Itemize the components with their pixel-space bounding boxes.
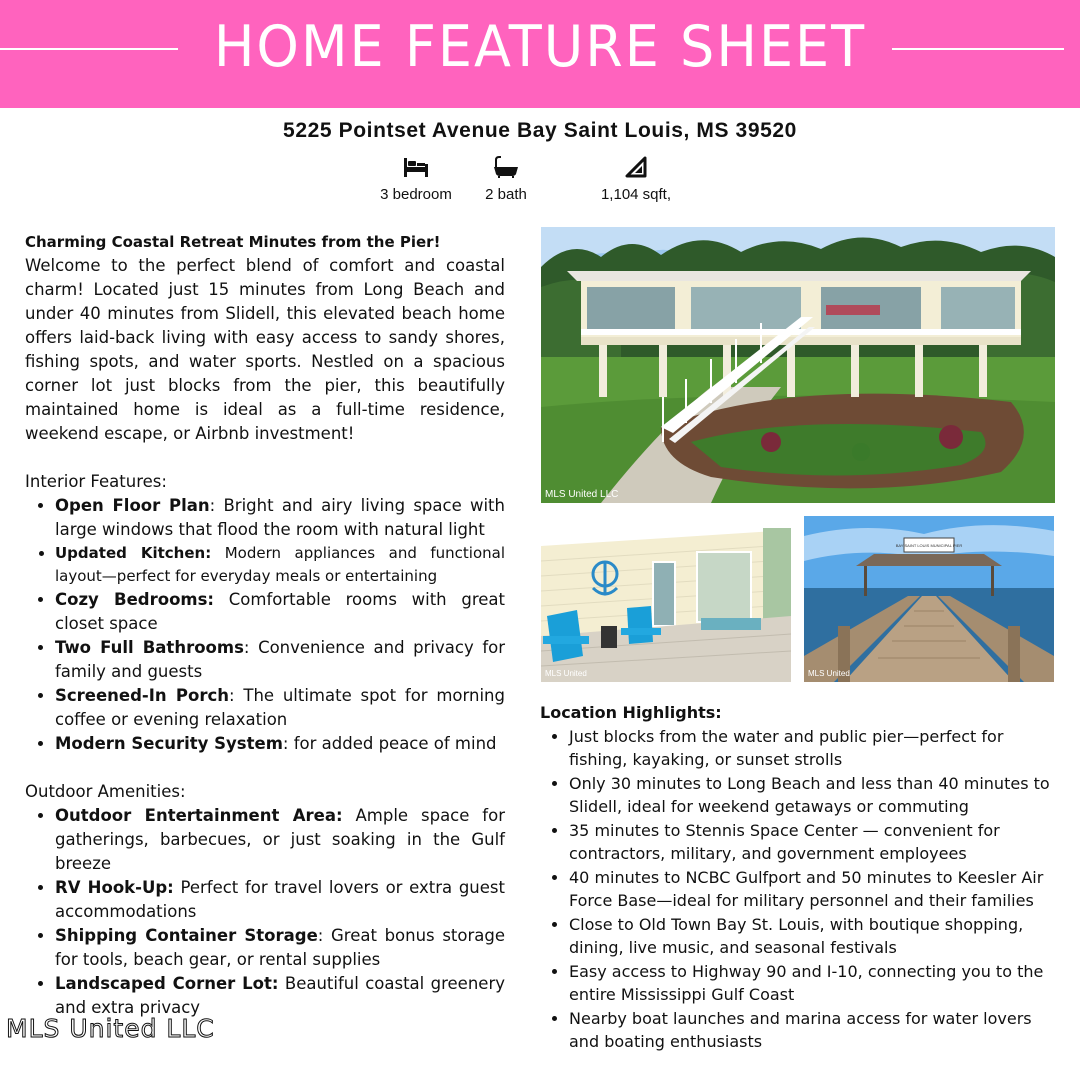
- spec-bedrooms: [370, 156, 462, 203]
- spec-baths: [470, 156, 542, 203]
- ruler-triangle-icon: [624, 156, 648, 178]
- bathtub-icon: [493, 156, 519, 178]
- mls-watermark: MLS United LLC: [6, 1014, 215, 1043]
- outdoor-title: Outdoor Amenities:: [25, 782, 186, 801]
- description-column: [25, 230, 505, 1020]
- pier-photo: [804, 516, 1054, 682]
- property-address: 5225 Pointset Avenue Bay Saint Louis, MS 39520: [283, 119, 797, 142]
- list-item: • Outdoor Entertainment Area: Ample space for gatherings, barbecues, or just soaking in the Gulf breeze: [55, 804, 505, 876]
- list-item: • Modern Security System: for added peace of mind: [55, 732, 505, 756]
- list-item: • Landscaped Corner Lot: Beautiful coastal greenery and extra privacy: [55, 972, 505, 1020]
- intro-title: Charming Coastal Retreat Minutes from the Pier!: [25, 233, 441, 251]
- bed-icon: [403, 156, 429, 178]
- pier-sign-text: BAY SAINT LOUIS MUNICIPAL PIER: [895, 543, 963, 548]
- list-item: • Easy access to Highway 90 and I-10, connecting you to the entire Mississippi Gulf Coast: [569, 960, 1055, 1007]
- porch-photo: [541, 516, 791, 682]
- porch-photo-credit: MLS United: [545, 669, 587, 678]
- location-list: [540, 725, 1055, 1054]
- location-title: Location Highlights:: [540, 703, 722, 722]
- list-item: • 40 minutes to NCBC Gulfport and 50 minutes to Keesler Air Force Base—ideal for military personnel and their families: [569, 866, 1055, 913]
- pier-photo-credit: MLS United: [808, 669, 850, 678]
- baths-value: 2 bath: [485, 186, 527, 203]
- header-banner: [0, 0, 1080, 108]
- interior-title: Interior Features:: [25, 472, 167, 491]
- main-photo-credit: MLS United LLC: [545, 489, 619, 500]
- list-item: • Only 30 minutes to Long Beach and less than 40 minutes to Slidell, ideal for weekend getaways or commuting: [569, 772, 1055, 819]
- list-item: • Screened-In Porch: The ultimate spot for morning coffee or evening relaxation: [55, 684, 505, 732]
- outdoor-list: [25, 804, 505, 1020]
- list-item: • Just blocks from the water and public pier—perfect for fishing, kayaking, or sunset strolls: [569, 725, 1055, 772]
- sqft-value: 1,104 sqft,: [600, 186, 672, 203]
- list-item: • Open Floor Plan: Bright and airy living space with large windows that flood the room with natural light: [55, 494, 505, 542]
- list-item: • Close to Old Town Bay St. Louis, with boutique shopping, dining, live music, and seasonal festivals: [569, 913, 1055, 960]
- location-highlights: [540, 701, 1055, 1054]
- list-item: • Nearby boat launches and marina access for water lovers and boating enthusiasts: [569, 1007, 1055, 1054]
- list-item: • Shipping Container Storage: Great bonus storage for tools, beach gear, or rental supplies: [55, 924, 505, 972]
- house-photo: [541, 227, 1055, 503]
- page-title: HOME FEATURE SHEET: [213, 13, 867, 80]
- list-item: • Cozy Bedrooms: Comfortable rooms with great closet space: [55, 588, 505, 636]
- spec-sqft: [588, 156, 684, 203]
- bedrooms-value: 3 bedroom: [380, 186, 452, 203]
- list-item: • Updated Kitchen: Modern appliances and functional layout—perfect for everyday meals or entertaining: [55, 542, 505, 588]
- list-item: • RV Hook-Up: Perfect for travel lovers or extra guest accommodations: [55, 876, 505, 924]
- interior-list: [25, 494, 505, 756]
- list-item: • Two Full Bathrooms: Convenience and privacy for family and guests: [55, 636, 505, 684]
- list-item: • 35 minutes to Stennis Space Center — convenient for contractors, military, and government employees: [569, 819, 1055, 866]
- intro-body: Welcome to the perfect blend of comfort and coastal charm! Located just 15 minutes from Long Beach and under 40 minutes from Slidell, this elevated beach home offers laid-back living with easy access to sandy shores, fishing spots, and water sports. Nestled on a spacious corner lot just blocks from the pier, this beautifully maintained home is ideal as a full-time residence, weekend escape, or Airbnb investment!: [25, 256, 505, 443]
